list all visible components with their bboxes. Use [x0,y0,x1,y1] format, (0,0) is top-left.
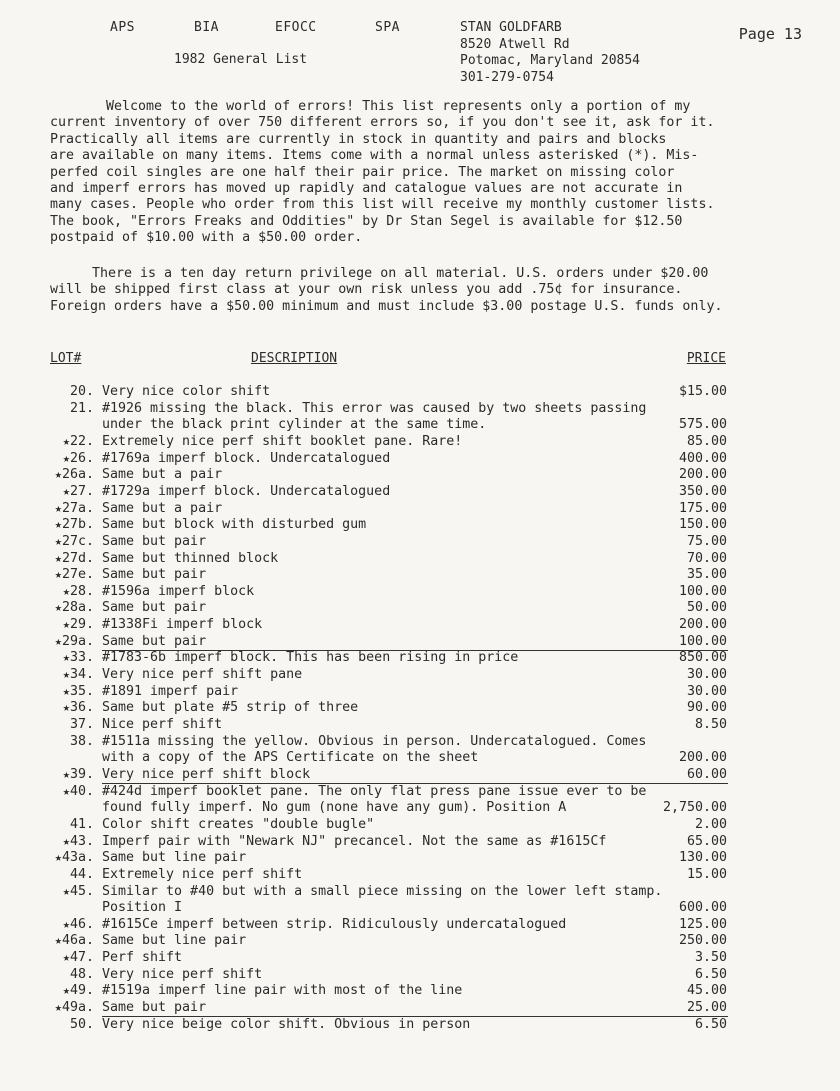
lot-number-text: 33. [69,650,94,666]
asterisk-mark: ★ [62,667,70,682]
asterisk-mark: ★ [54,633,62,648]
asterisk-mark: ★ [54,500,62,515]
table-row [0,867,840,884]
asterisk-mark: ★ [62,617,70,632]
table-row [0,517,840,534]
lot-number [40,717,94,732]
lot-price: 6.50 [694,966,727,982]
lot-number-text: 26a. [61,467,94,483]
dealer-address [460,20,640,86]
table-row [0,650,840,667]
table-row [0,551,840,568]
intro-line: and imperf errors has moved up rapidly and catalogue values are not accurate in [50,181,683,197]
lot-price: 200.00 [678,467,727,483]
table-row [0,600,840,617]
lot-price: 8.50 [694,717,727,732]
list-title: 1982 General List [174,52,308,67]
lot-description: #1769a imperf block. Undercatalogued [102,450,391,466]
table-row [0,684,840,701]
lot-price: 65.00 [686,833,727,849]
lot-description: #1338Fi imperf block [102,617,263,633]
lot-number-text: 27c. [61,533,94,549]
table-row [0,933,840,950]
lot-number [40,534,94,549]
asterisk-mark: ★ [54,1000,62,1015]
lot-number-text: 27d. [61,550,94,566]
table-row [0,384,840,401]
lot-description: Very nice perf shift pane [102,667,303,683]
intro-paragraph [50,99,800,247]
asterisk-mark: ★ [62,883,70,898]
asterisk-mark: ★ [54,567,62,582]
lot-description: Same but pair [102,533,207,549]
lot-description: Extremely nice perf shift booklet pane. Rare! [102,433,463,449]
table-row [0,800,840,817]
lot-price: 2,750.00 [662,800,727,816]
lot-number-text: 46a. [61,933,94,949]
lot-price: 75.00 [686,533,727,549]
lot-description: Same but plate #5 strip of three [102,700,359,716]
lot-number-text: 34. [69,667,94,683]
lot-number-text: 39. [69,766,94,782]
lot-price: 150.00 [678,517,727,533]
lot-number-text: 40. [69,783,94,799]
asterisk-mark: ★ [54,533,62,548]
lot-number-text: 43. [69,833,94,849]
lot-number [40,517,94,532]
asterisk-mark: ★ [62,683,70,698]
lot-price: 70.00 [686,550,727,566]
policy-line: will be shipped first class at your own risk unless you add .75¢ for insurance. [50,282,683,298]
lot-price: 400.00 [678,450,727,466]
lot-price: 90.00 [686,700,727,716]
asterisk-mark: ★ [62,950,70,965]
asterisk-mark: ★ [54,600,62,615]
intro-line: Welcome to the world of errors! This list represents only a portion of my [106,99,691,114]
lot-description: Same but pair [102,567,207,583]
lot-description: found fully imperf. No gum (none have any gum). Position A [102,800,567,816]
lot-number [40,401,94,416]
lot-number [40,834,94,849]
lot-number [40,484,94,499]
asterisk-mark: ★ [54,517,62,532]
asterisk-mark: ★ [62,916,70,931]
lot-number [40,933,94,948]
lot-price: 175.00 [678,500,727,516]
lot-description: Imperf pair with "Newark NJ" precancel. Not the same as #1615Cf [102,833,607,849]
table-row [0,884,840,901]
asterisk-mark: ★ [54,467,62,482]
table-row [0,484,840,501]
lot-number [40,551,94,566]
table-row [0,717,840,734]
lot-description: Same but line pair [102,850,247,866]
column-header-lot: LOT# [50,351,82,366]
lot-price: 100.00 [678,583,727,599]
lot-number-text: 36. [69,700,94,716]
lot-description: Same but pair [102,1000,207,1016]
lot-price: 200.00 [678,617,727,633]
lot-description: Color shift creates "double bugle" [102,816,375,832]
lot-price: 130.00 [678,850,727,866]
lot-description: Similar to #40 but with a small piece missing on the lower left stamp. [102,883,663,899]
lot-number-text: 21. [69,400,94,416]
table-row [0,734,840,751]
table-row [0,634,840,651]
lot-number-text: 29a. [61,633,94,649]
lot-description: Same but block with disturbed gum [102,517,367,533]
lot-number [40,584,94,599]
lot-description: Position I [102,900,183,916]
table-row [0,700,840,717]
policy-paragraph [50,266,800,315]
org-spa: SPA [375,20,400,35]
table-row [0,667,840,684]
lot-price: 35.00 [686,567,727,583]
table-row [0,1000,840,1017]
table-row [0,850,840,867]
table-row [0,983,840,1000]
lot-description: Nice perf shift [102,717,223,732]
policy-line: Foreign orders have a $50.00 minimum and must include $3.00 postage U.S. funds only. [50,298,723,314]
page-number: Page 13 [738,25,802,43]
lot-number-text: 38. [69,733,94,749]
lot-description: Same but pair [102,600,207,616]
table-row [0,767,840,784]
asterisk-mark: ★ [62,766,70,781]
asterisk-mark: ★ [62,983,70,998]
lot-number-text: 47. [69,950,94,966]
intro-line: current inventory of over 750 different errors so, if you don't see it, ask for it. [50,115,715,131]
lot-price: 25.00 [686,1000,727,1016]
lot-number-text: 45. [69,883,94,899]
lot-description: #1891 imperf pair [102,683,239,699]
lot-number [40,817,94,832]
lot-number-text: 22. [69,433,94,449]
lot-number [40,767,94,782]
lot-number [40,950,94,965]
asterisk-mark: ★ [62,833,70,848]
lot-number [40,1000,94,1015]
column-header-price: PRICE [686,351,726,366]
org-bia: BIA [194,20,219,35]
lot-description: #424d imperf booklet pane. The only flat press pane issue ever to be [102,783,647,799]
lot-description: #1596a imperf block [102,583,255,599]
table-row [0,401,840,418]
lot-description: Very nice beige color shift. Obvious in person [102,1016,471,1032]
asterisk-mark: ★ [62,450,70,465]
lot-number-text: 26. [69,450,94,466]
lot-number-text: 28a. [61,600,94,616]
lot-price: 3.50 [694,950,727,966]
lot-number-text: 44. [69,866,94,882]
table-row [0,917,840,934]
lot-price: 200.00 [678,750,727,766]
intro-line: postpaid of $10.00 with a $50.00 order. [50,230,363,246]
table-row [0,900,840,917]
lot-number [40,650,94,665]
lot-number [40,667,94,682]
asterisk-mark: ★ [62,650,70,665]
lot-price: 60.00 [686,766,727,782]
intro-line: are available on many items. Items come with a normal unless asterisked (*). Mis- [50,148,699,164]
lot-number-text: 49a. [61,1000,94,1016]
lot-number [40,617,94,632]
intro-line: many cases. People who order from this list will receive my monthly customer lists. [50,197,715,213]
lot-number-text: 46. [69,916,94,932]
lot-price: 30.00 [686,667,727,683]
lot-number-text: 50. [69,1016,94,1032]
asterisk-mark: ★ [62,700,70,715]
lot-number [40,434,94,449]
lot-price: 250.00 [678,933,727,949]
table-row [0,584,840,601]
lot-number [40,867,94,882]
lot-number [40,784,94,799]
table-row [0,1017,840,1034]
lot-number-text: 35. [69,683,94,699]
table-row [0,617,840,634]
lot-number [40,567,94,582]
lot-number-text: 49. [69,983,94,999]
lot-price: 45.00 [686,983,727,999]
lot-description: with a copy of the APS Certificate on the sheet [102,750,479,766]
lot-description: #1519a imperf line pair with most of the line [102,983,463,999]
lot-number-text: 41. [69,816,94,832]
lot-number [40,967,94,982]
table-row [0,817,840,834]
lot-number [40,917,94,932]
intro-line: perfed coil singles are one half their pair price. The market on missing color [50,164,675,180]
lot-description: #1783-6b imperf block. This has been rising in price [102,650,519,666]
intro-line: The book, "Errors Freaks and Oddities" by Dr Stan Segel is available for $12.50 [50,213,683,229]
lot-number-text: 43a. [61,850,94,866]
lot-price: 30.00 [686,683,727,699]
lot-description: Very nice perf shift block [102,766,311,782]
dealer-street: 8520 Atwell Rd [460,36,570,52]
lot-price: 6.50 [694,1016,727,1032]
table-row [0,434,840,451]
lot-price: 350.00 [678,483,727,499]
lot-price: 600.00 [678,900,727,916]
asterisk-mark: ★ [62,783,70,798]
lot-number-text: 37. [69,717,94,732]
dealer-phone: 301-279-0754 [460,69,554,85]
table-row [0,467,840,484]
table-row [0,534,840,551]
lot-number [40,734,94,749]
table-row [0,417,840,434]
table-row [0,834,840,851]
lot-number [40,600,94,615]
lot-number [40,451,94,466]
lot-number [40,634,94,649]
dealer-name: STAN GOLDFARB [460,20,562,35]
lot-number-text: 27a. [61,500,94,516]
lot-description: #1926 missing the black. This error was caused by two sheets passing [102,400,647,416]
lot-description: Same but a pair [102,467,223,483]
table-row [0,784,840,801]
lot-price: 125.00 [678,916,727,932]
lot-price: 575.00 [678,417,727,433]
lot-price: 850.00 [678,650,727,666]
lot-description: Very nice color shift [102,384,271,399]
lot-price: 15.00 [686,866,727,882]
lot-number [40,884,94,899]
lot-number-text: 28. [69,583,94,599]
table-row [0,567,840,584]
asterisk-mark: ★ [62,583,70,598]
policy-line: There is a ten day return privilege on all material. U.S. orders under $20.00 [92,266,709,281]
dealer-city: Potomac, Maryland 20854 [460,53,641,68]
table-row [0,967,840,984]
lot-price: 85.00 [686,433,727,449]
lot-description: Very nice perf shift [102,966,263,982]
table-row [0,750,840,767]
lot-description: Perf shift [102,950,183,966]
lot-number [40,684,94,699]
lot-number [40,850,94,865]
lot-price: 50.00 [686,600,727,616]
lot-description: Same but a pair [102,500,223,516]
lot-number-text: 27e. [61,567,94,583]
lot-number-text: 20. [69,384,94,399]
table-row [0,950,840,967]
asterisk-mark: ★ [54,933,62,948]
lot-description: #1729a imperf block. Undercatalogued [102,483,391,499]
table-row [0,501,840,518]
lot-number-text: 29. [69,617,94,633]
lot-number [40,467,94,482]
lot-description: under the black print cylinder at the same time. [102,417,487,433]
lot-number [40,1017,94,1032]
lot-description: Same but thinned block [102,550,279,566]
org-aps: APS [110,20,135,35]
lot-description: Same but pair [102,633,207,649]
lot-price: $15.00 [678,384,727,399]
lot-price: 2.00 [694,816,727,832]
lot-description: Same but line pair [102,933,247,949]
asterisk-mark: ★ [62,483,70,498]
lot-price: 100.00 [678,633,727,649]
lot-number [40,501,94,516]
lot-description: #1615Ce imperf between strip. Ridiculously undercatalogued [102,916,567,932]
intro-line: Practically all items are currently in stock in quantity and pairs and blocks [50,131,667,147]
lot-description: #1511a missing the yellow. Obvious in person. Undercatalogued. Comes [102,733,647,749]
lot-number [40,983,94,998]
column-header-description: DESCRIPTION [251,351,338,366]
lot-number [40,384,94,399]
lot-number [40,700,94,715]
org-efocc: EFOCC [275,20,317,35]
lot-number-text: 27b. [61,517,94,533]
lot-number-text: 27. [69,483,94,499]
lot-description: Extremely nice perf shift [102,866,303,882]
asterisk-mark: ★ [54,850,62,865]
lot-number-text: 48. [69,966,94,982]
asterisk-mark: ★ [62,433,70,448]
asterisk-mark: ★ [54,550,62,565]
table-row [0,451,840,468]
